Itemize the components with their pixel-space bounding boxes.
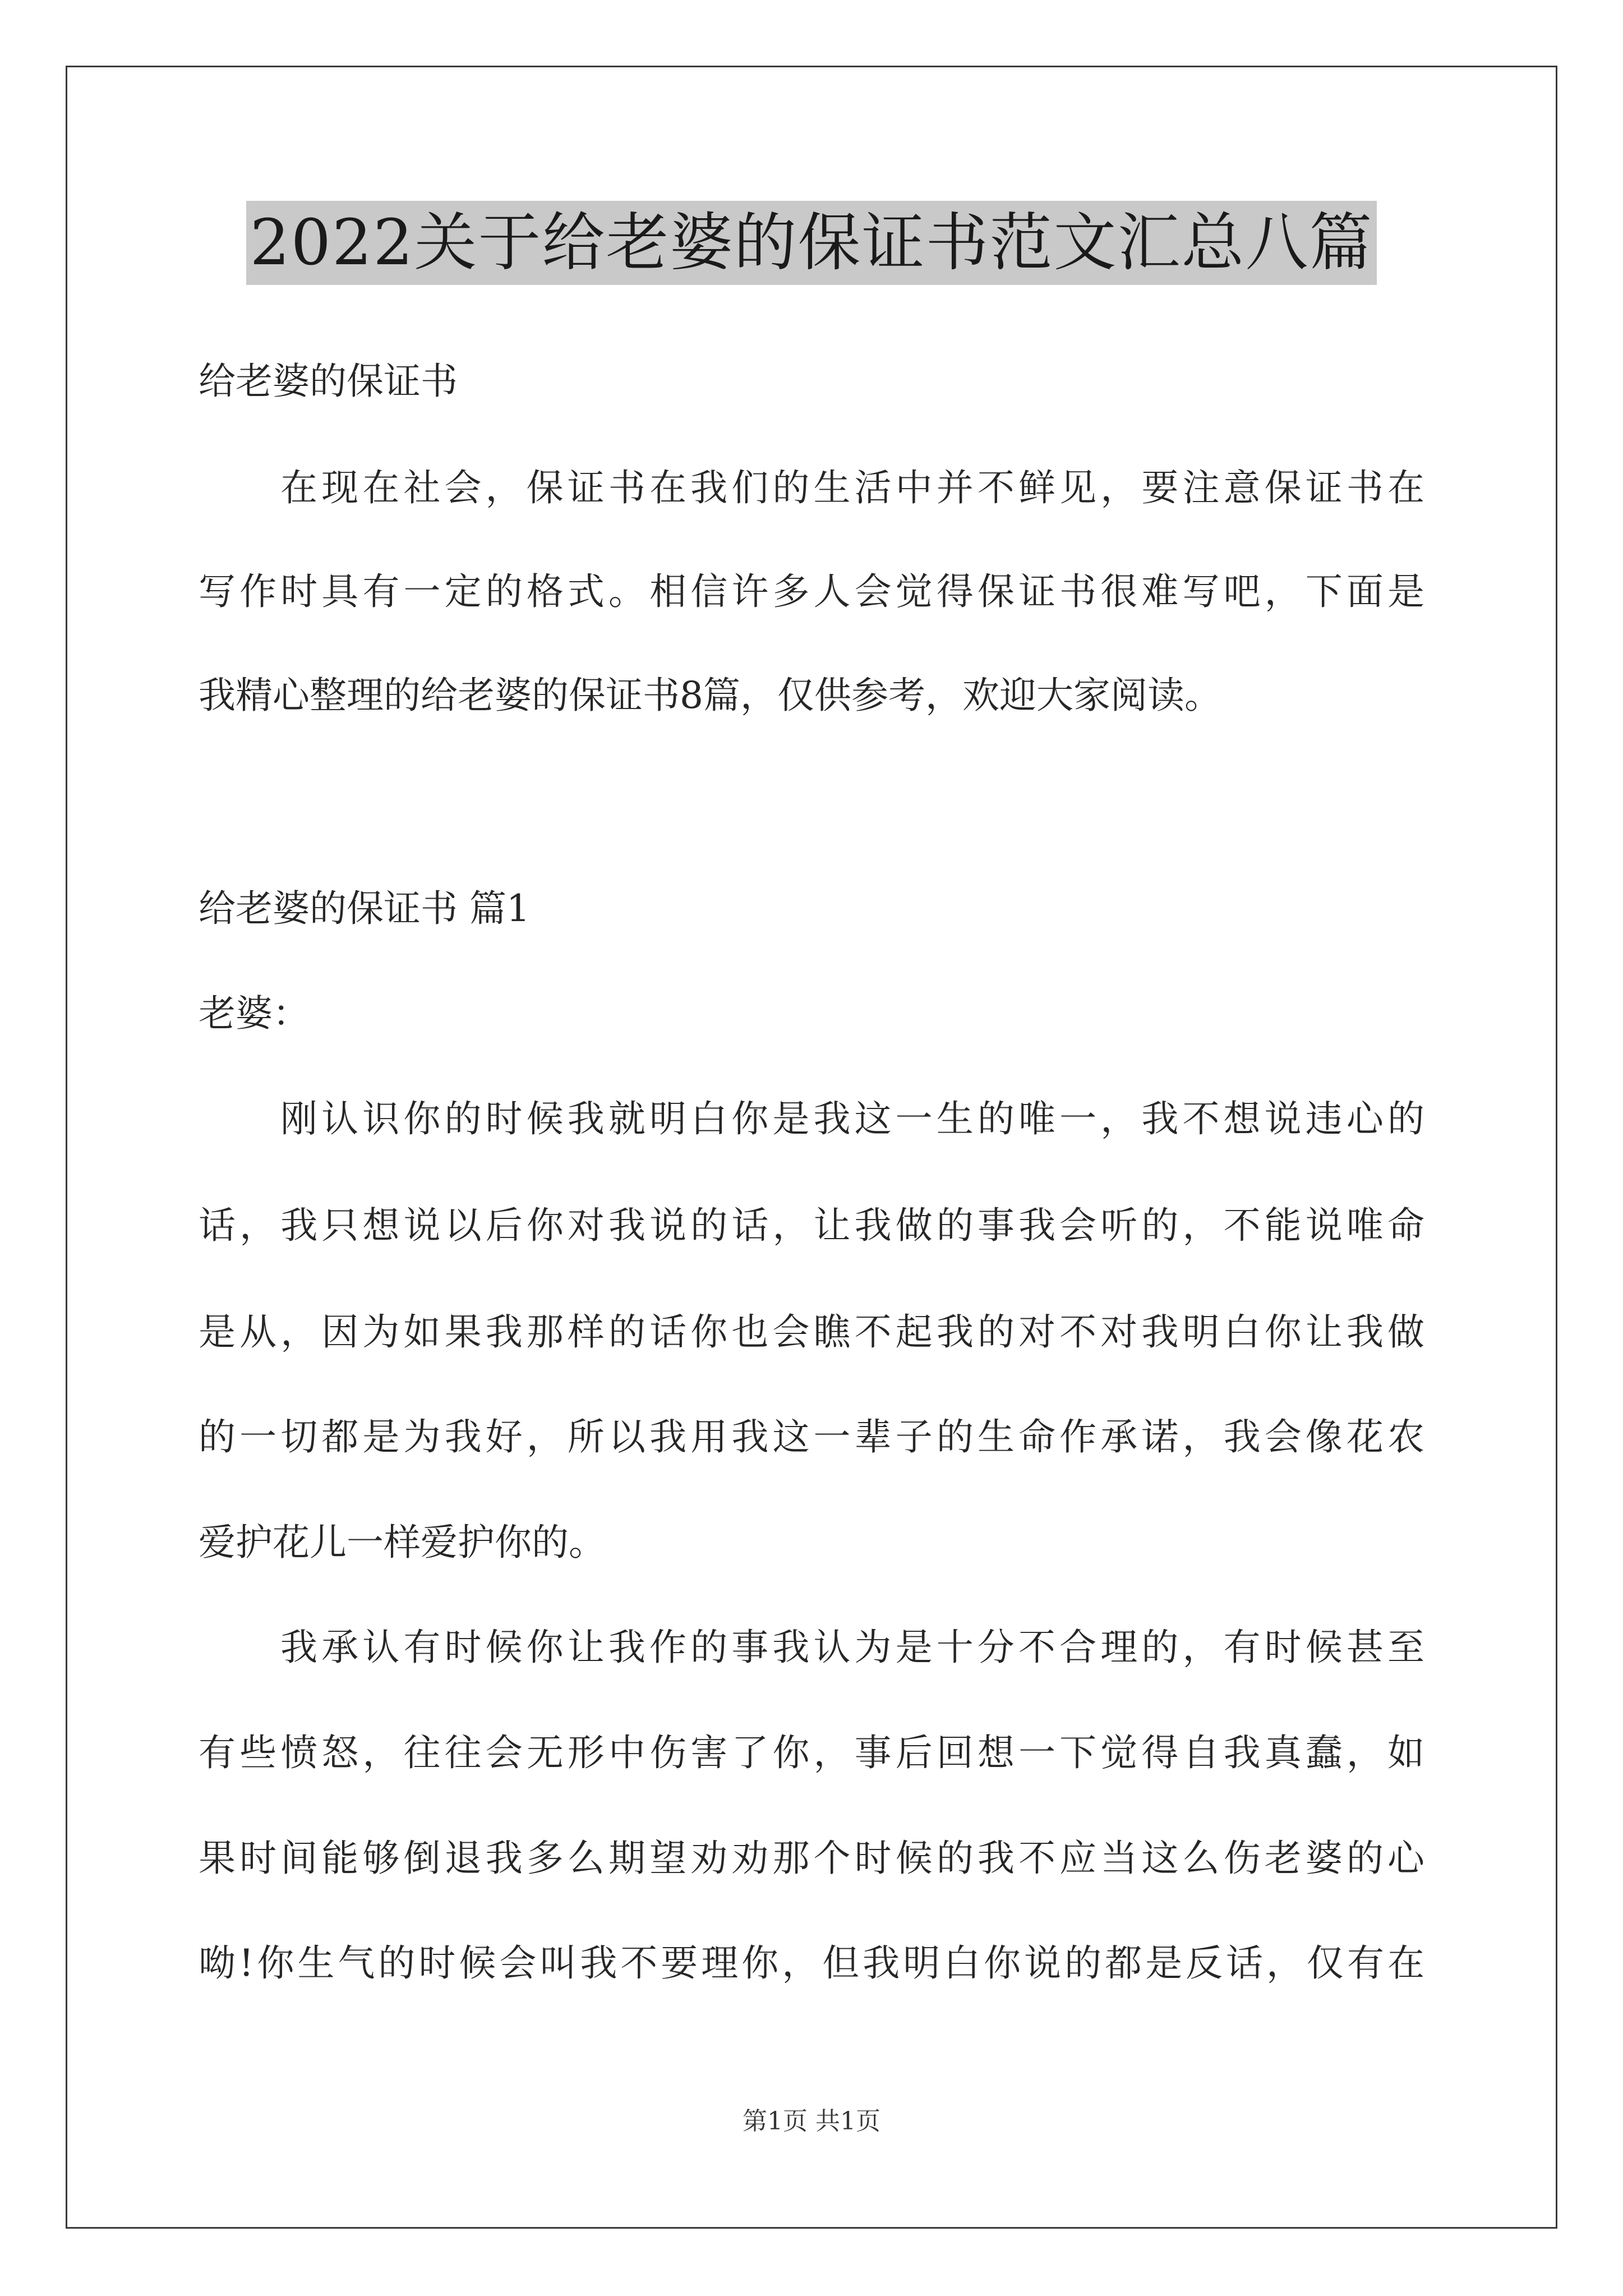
paragraph-line: 话，我只想说以后你对我说的话，让我做的事我会听的，不能说唯命 bbox=[199, 1204, 1424, 1247]
paragraph-line: 是从，因为如果我那样的话你也会瞧不起我的对不对我明白你让我做 bbox=[199, 1310, 1424, 1354]
paragraph-line: 爱护花儿一样爱护你的。 bbox=[199, 1521, 606, 1564]
title-container bbox=[0, 201, 1623, 285]
intro-heading: 给老婆的保证书 bbox=[199, 360, 458, 403]
paragraph-line: 我精心整理的给老婆的保证书8篇，仅供参考，欢迎大家阅读。 bbox=[199, 674, 1221, 717]
paragraph-line: 刚认识你的时候我就明白你是我这一生的唯一，我不想说违心的 bbox=[280, 1097, 1424, 1140]
paragraph-line: 在现在社会，保证书在我们的生活中并不鲜见，要注意保证书在 bbox=[280, 466, 1424, 509]
paragraph-line: 果时间能够倒退我多么期望劝劝那个时候的我不应当这么伤老婆的心 bbox=[199, 1837, 1424, 1880]
salutation: 老婆： bbox=[199, 992, 310, 1035]
paragraph-line: 写作时具有一定的格式。相信许多人会觉得保证书很难写吧，下面是 bbox=[199, 570, 1424, 613]
document-title: 2022关于给老婆的保证书范文汇总八篇 bbox=[246, 201, 1376, 285]
paragraph-line: 我承认有时候你让我作的事我认为是十分不合理的，有时候甚至 bbox=[280, 1626, 1424, 1669]
paragraph-line: 有些愤怒，往往会无形中伤害了你，事后回想一下觉得自我真蠢，如 bbox=[199, 1731, 1424, 1774]
page-number-footer: 第1页 共1页 bbox=[743, 2107, 880, 2136]
paragraph-line: 呦!你生气的时候会叫我不要理你，但我明白你说的都是反话，仅有在 bbox=[199, 1941, 1424, 1985]
paragraph-line: 的一切都是为我好，所以我用我这一辈子的生命作承诺，我会像花农 bbox=[199, 1415, 1424, 1458]
section-heading: 给老婆的保证书 篇1 bbox=[199, 887, 530, 930]
